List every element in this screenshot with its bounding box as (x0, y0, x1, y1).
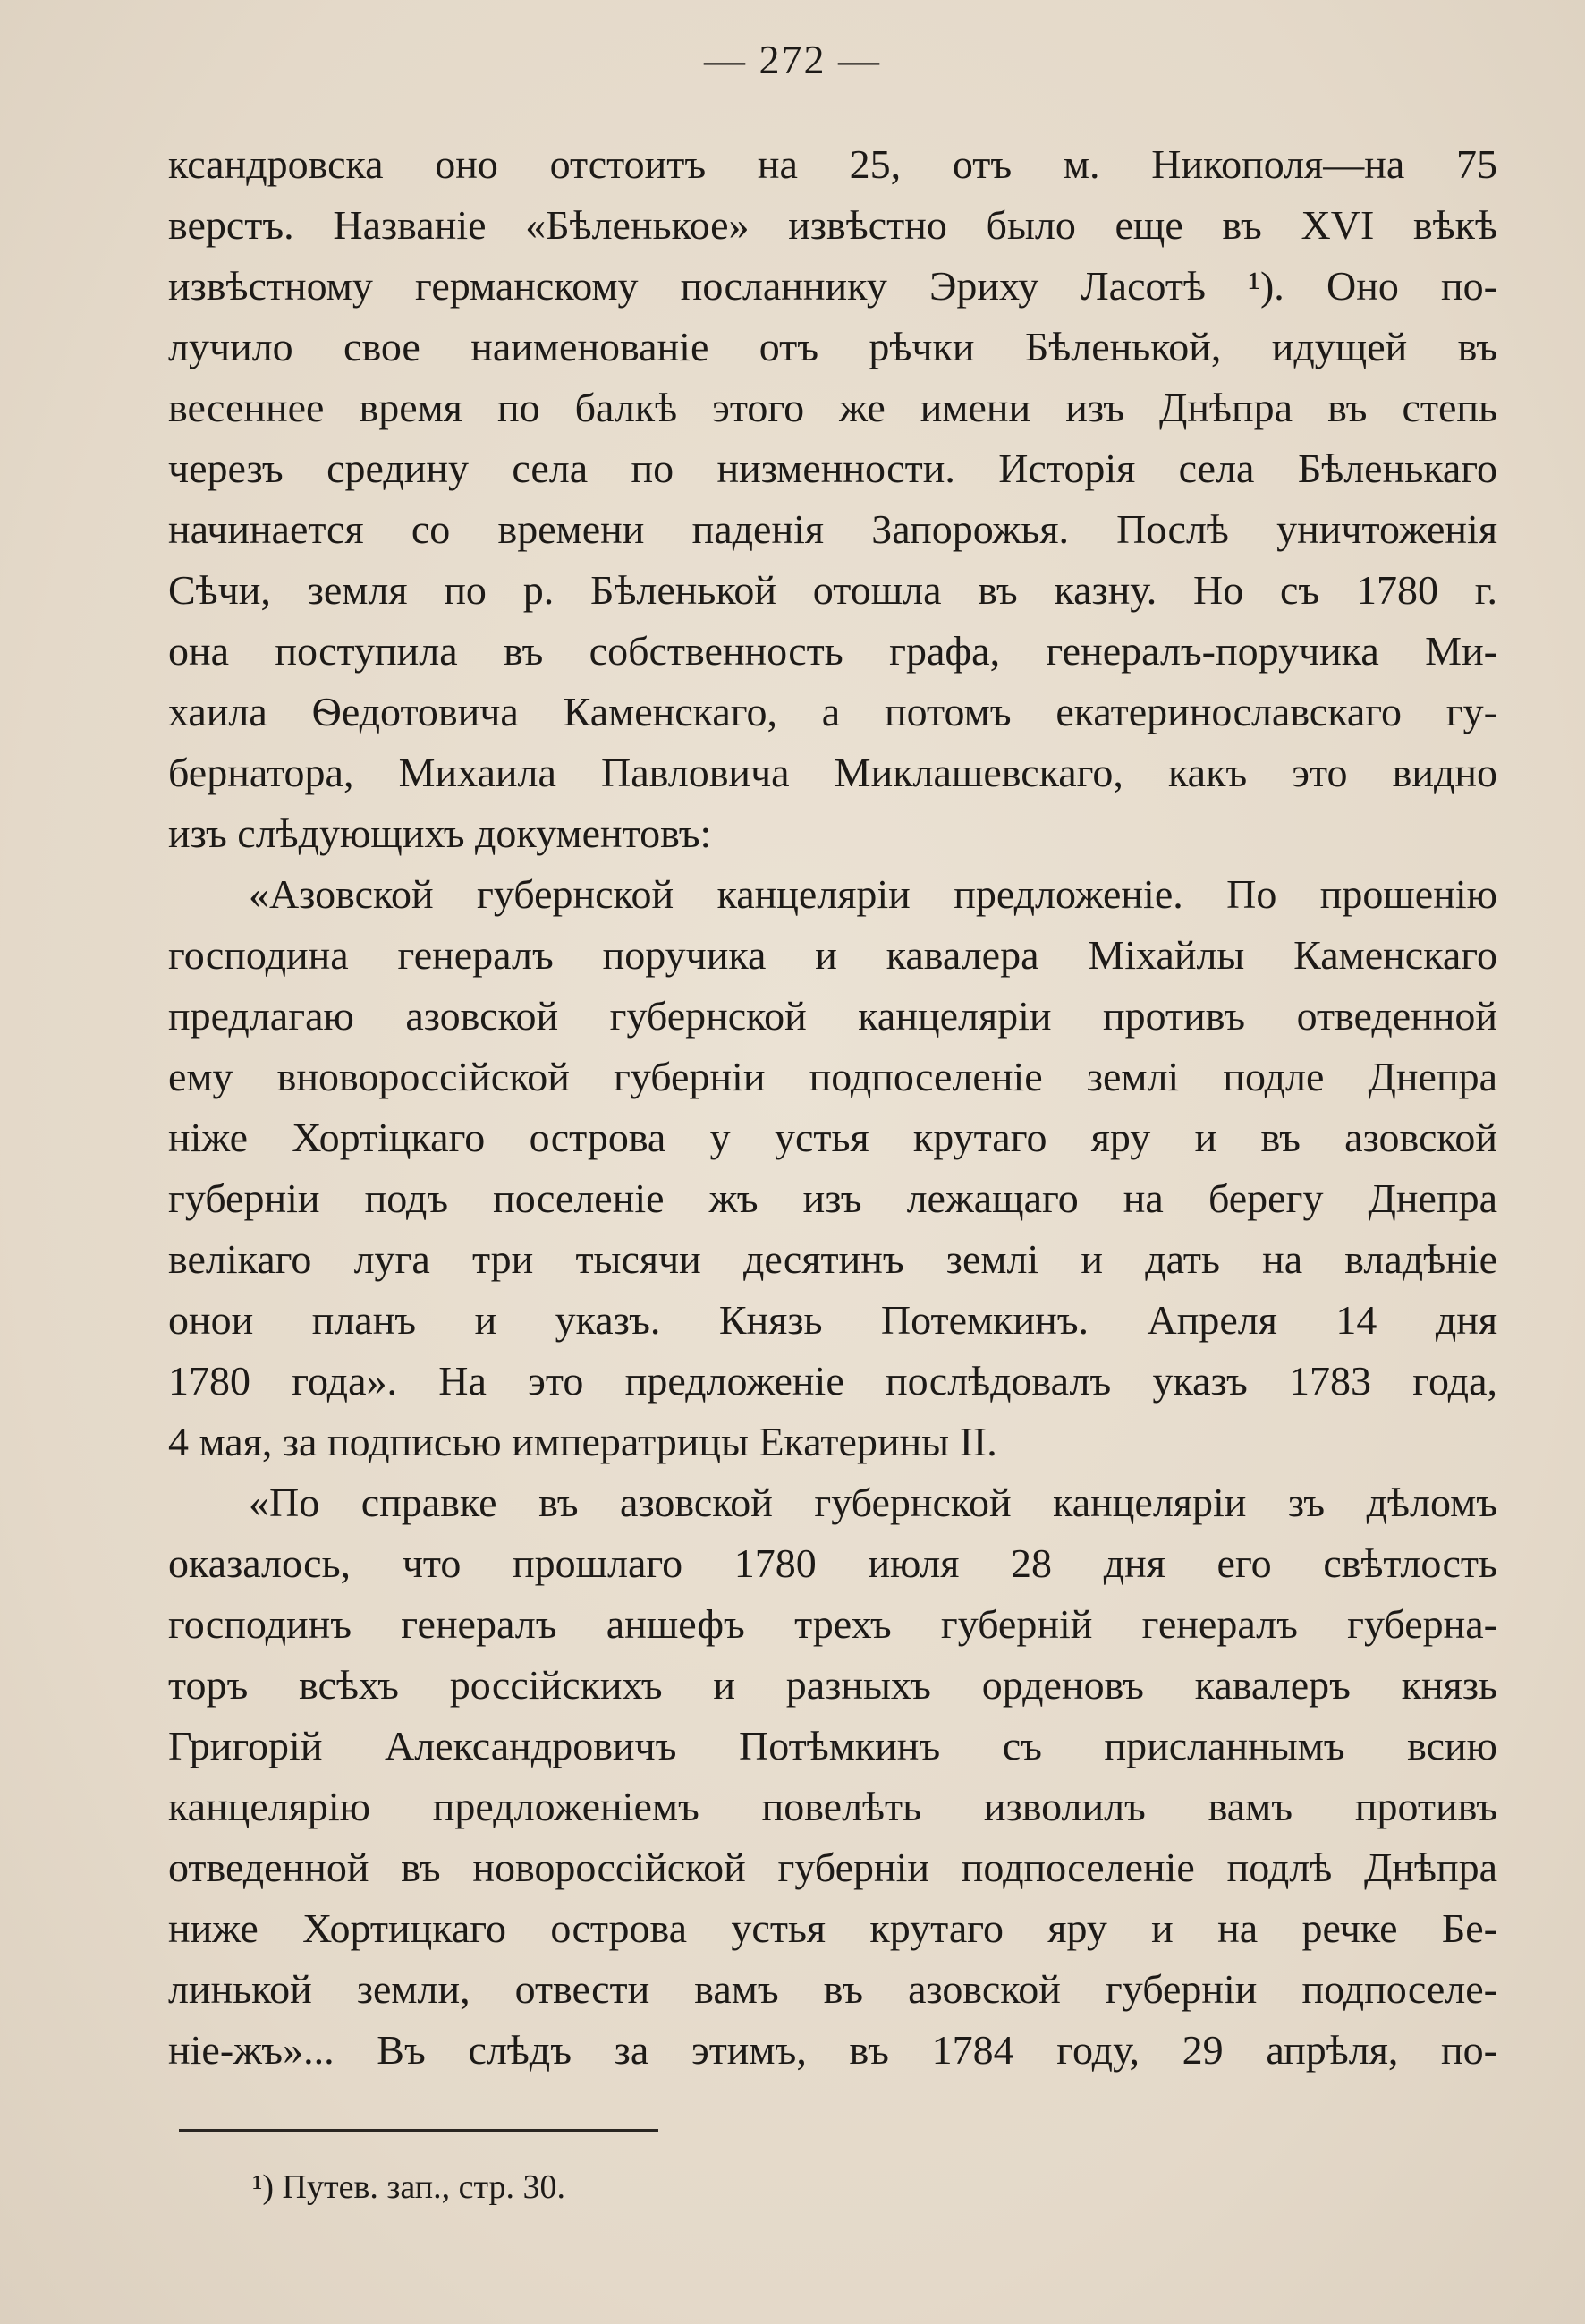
text-line: хаила Ѳедотовича Каменскаго, а потомъ екатеринославскаго гу- (168, 689, 1497, 734)
text-line: изъ слѣдующихъ документовъ: (168, 810, 712, 856)
footnote-divider (179, 2129, 658, 2132)
text-line: весеннее время по балкѣ этого же имени изъ Днѣпра въ степь (168, 385, 1497, 430)
text-line: господинъ генералъ аншефъ трехъ губерній генералъ губерна- (168, 1601, 1497, 1647)
text-line: ніе-жъ»... Въ слѣдъ за этимъ, въ 1784 году, 29 апрѣля, по- (168, 2027, 1497, 2073)
text-line: торъ всѣхъ россійскихъ и разныхъ орденовъ кавалеръ князь (168, 1662, 1497, 1708)
text-line: черезъ средину села по низменности. Исторія села Бѣленькаго (168, 445, 1497, 491)
text-line: «По справке въ азовской губернской канцеляріи зъ дѣломъ (249, 1480, 1497, 1525)
text-line: 4 мая, за подписью императрицы Екатерины II. (168, 1419, 997, 1464)
text-line: Григорій Александровичъ Потѣмкинъ съ присланнымъ всию (168, 1723, 1497, 1768)
text-line: оказалось, что прошлаго 1780 июля 28 дня его свѣтлость (168, 1540, 1497, 1586)
text-line: предлагаю азовской губернской канцеляріи противъ отведенной (168, 993, 1497, 1039)
text-line: Сѣчи, земля по р. Бѣленькой отошла въ казну. Но съ 1780 г. (168, 567, 1497, 613)
text-line: бернатора, Михаила Павловича Миклашевскаго, какъ это видно (168, 750, 1497, 795)
text-line: велікаго луга три тысячи десятинъ землі и дать на владѣніе (168, 1236, 1497, 1282)
body-text (168, 134, 1497, 2081)
text-line: лучило свое наименованіе отъ рѣчки Бѣленькой, идущей въ (168, 324, 1497, 369)
text-line: ему вновороссійской губерніи подпоселеніе землі подле Днепра (168, 1054, 1497, 1099)
text-line: онои планъ и указъ. Князь Потемкинъ. Апреля 14 дня (168, 1297, 1497, 1343)
page-number: — 272 — (704, 37, 881, 82)
text-line: губерніи подъ поселеніе жъ изъ лежащаго на берегу Днепра (168, 1175, 1497, 1221)
text-line: верстъ. Названіе «Бѣленькое» извѣстно было еще въ XVI вѣкѣ (168, 202, 1497, 248)
text-line: линькой земли, отвести вамъ въ азовской губерніи подпоселе- (168, 1966, 1497, 2012)
text-line: ніже Хортіцкаго острова у устья крутаго яру и въ азовской (168, 1115, 1497, 1160)
text-line: извѣстному германскому посланнику Эриху Ласотѣ ¹). Оно по- (168, 263, 1497, 309)
text-line: отведенной въ новороссійской губерніи подпоселеніе подлѣ Днѣпра (168, 1845, 1497, 1890)
text-line: ниже Хортицкаго острова устья крутаго яру и на речке Бе- (168, 1905, 1497, 1951)
text-line: канцелярію предложеніемъ повелѣть изволилъ вамъ противъ (168, 1784, 1497, 1829)
text-line: она поступила въ собственность графа, генералъ-поручика Ми- (168, 628, 1497, 674)
text-line: ксандровска оно отстоитъ на 25, отъ м. Никополя—на 75 (168, 141, 1497, 187)
text-line: господина генералъ поручика и кавалера Міхайлы Каменскаго (168, 932, 1497, 978)
text-line: 1780 года». На это предложеніе послѣдовалъ указъ 1783 года, (168, 1358, 1497, 1404)
text-line: начинается со времени паденія Запорожья. Послѣ уничтоженія (168, 506, 1497, 552)
footnote: ¹) Путев. зап., стр. 30. (252, 2168, 566, 2206)
text-line: «Азовской губернской канцеляріи предложеніе. По прошенію (249, 871, 1497, 917)
